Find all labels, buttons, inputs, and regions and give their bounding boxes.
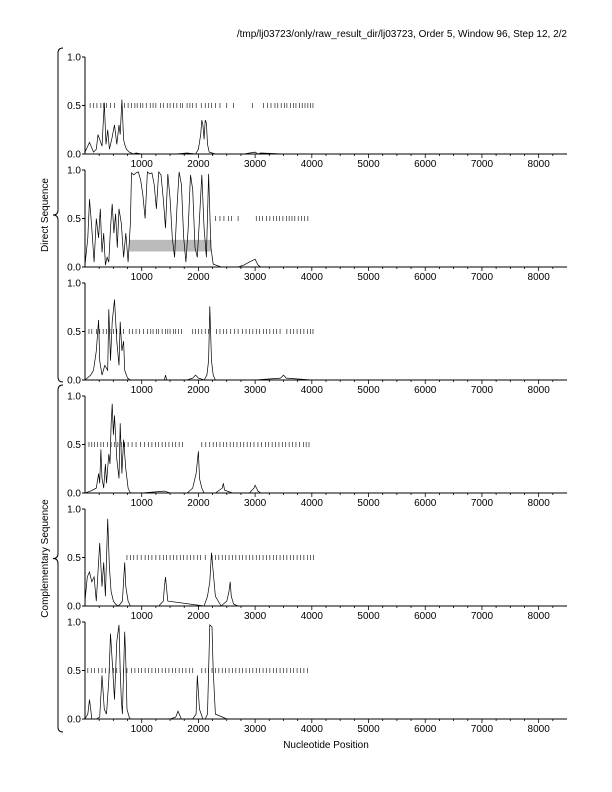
y-tick-label: 0.0 xyxy=(67,488,81,500)
x-tick-label: 1000 xyxy=(130,498,153,509)
x-tick-label: 8000 xyxy=(527,724,550,735)
complementary-sequence-label: Complementary Sequence xyxy=(40,499,51,618)
y-tick-label: 0.0 xyxy=(67,375,81,387)
direct-sequence-label: Direct Sequence xyxy=(40,178,51,252)
series-line xyxy=(85,172,567,267)
x-axis-title: Nucleotide Position xyxy=(283,740,369,751)
y-tick-label: 0.0 xyxy=(67,149,81,161)
x-tick-label: 6000 xyxy=(414,385,437,396)
x-tick-label: 3000 xyxy=(243,159,267,170)
x-tick-label: 4000 xyxy=(300,159,323,170)
x-tick-label: 4000 xyxy=(300,385,323,396)
x-tick-label: 8000 xyxy=(527,498,550,509)
x-tick-label: 5000 xyxy=(357,611,380,622)
x-tick-label: 2000 xyxy=(187,611,210,622)
panel-2 xyxy=(67,166,567,284)
y-tick-label: 0.0 xyxy=(67,714,81,726)
series-line xyxy=(85,404,567,493)
y-tick-label: 0.0 xyxy=(67,262,81,274)
x-tick-label: 5000 xyxy=(357,159,380,170)
x-tick-label: 6000 xyxy=(414,724,437,735)
x-tick-label: 7000 xyxy=(470,385,494,396)
x-tick-label: 1000 xyxy=(130,159,153,170)
y-tick-label: 0.5 xyxy=(67,101,81,112)
x-tick-label: 7000 xyxy=(470,159,494,170)
panel-4 xyxy=(67,392,567,510)
x-tick-label: 4000 xyxy=(300,272,323,283)
y-tick-label: 1.0 xyxy=(67,504,81,516)
panel-6 xyxy=(67,618,567,736)
x-tick-label: 1000 xyxy=(130,385,153,396)
panel-5 xyxy=(67,505,567,623)
x-tick-label: 3000 xyxy=(243,611,267,622)
x-tick-label: 1000 xyxy=(130,272,153,283)
x-tick-label: 8000 xyxy=(527,611,550,622)
y-tick-label: 0.5 xyxy=(67,214,81,225)
x-tick-label: 3000 xyxy=(243,498,267,509)
x-tick-label: 1000 xyxy=(130,611,153,622)
y-tick-label: 0.5 xyxy=(67,440,81,451)
x-tick-label: 2000 xyxy=(187,272,210,283)
x-tick-label: 5000 xyxy=(357,385,380,396)
x-tick-label: 2000 xyxy=(187,724,210,735)
x-tick-label: 5000 xyxy=(357,498,380,509)
x-tick-label: 7000 xyxy=(470,498,494,509)
x-tick-label: 8000 xyxy=(527,272,550,283)
x-tick-label: 2000 xyxy=(187,385,210,396)
panel-1 xyxy=(67,53,567,171)
header-title: /tmp/lj03723/only/raw_result_dir/lj03723, Order 5, Window 96, Step 12, 2/2 xyxy=(236,29,567,40)
x-tick-label: 5000 xyxy=(357,724,380,735)
y-tick-label: 1.0 xyxy=(67,278,81,290)
x-tick-label: 3000 xyxy=(243,724,267,735)
x-tick-label: 4000 xyxy=(300,611,323,622)
x-tick-label: 8000 xyxy=(527,159,550,170)
x-tick-label: 6000 xyxy=(414,159,437,170)
x-tick-label: 6000 xyxy=(414,498,437,509)
series-line xyxy=(85,519,567,606)
x-tick-label: 7000 xyxy=(470,724,494,735)
x-tick-label: 7000 xyxy=(470,272,494,283)
x-tick-label: 5000 xyxy=(357,272,380,283)
y-tick-label: 1.0 xyxy=(67,52,81,64)
highlight-region xyxy=(129,240,211,252)
x-tick-label: 2000 xyxy=(187,159,210,170)
x-tick-label: 4000 xyxy=(300,498,323,509)
y-tick-label: 0.0 xyxy=(67,601,81,613)
x-tick-label: 6000 xyxy=(414,272,437,283)
group-braces xyxy=(40,48,63,732)
y-tick-label: 1.0 xyxy=(67,391,81,403)
y-tick-label: 1.0 xyxy=(67,165,81,177)
y-tick-label: 0.5 xyxy=(67,666,81,677)
x-tick-label: 3000 xyxy=(243,272,267,283)
panels-group xyxy=(67,53,567,736)
x-tick-label: 4000 xyxy=(300,724,323,735)
series-line xyxy=(85,300,567,381)
x-tick-label: 3000 xyxy=(243,385,267,396)
complementary-sequence-brace xyxy=(53,385,63,732)
series-line xyxy=(85,625,567,719)
x-tick-label: 7000 xyxy=(470,611,494,622)
y-tick-label: 0.5 xyxy=(67,327,81,338)
y-tick-label: 1.0 xyxy=(67,617,81,629)
y-tick-label: 0.5 xyxy=(67,553,81,564)
series-line xyxy=(85,100,567,154)
panel-3 xyxy=(67,279,567,397)
x-tick-label: 6000 xyxy=(414,611,437,622)
direct-sequence-brace xyxy=(53,48,63,382)
x-tick-label: 1000 xyxy=(130,724,153,735)
x-tick-label: 2000 xyxy=(187,498,210,509)
x-tick-label: 8000 xyxy=(527,385,550,396)
